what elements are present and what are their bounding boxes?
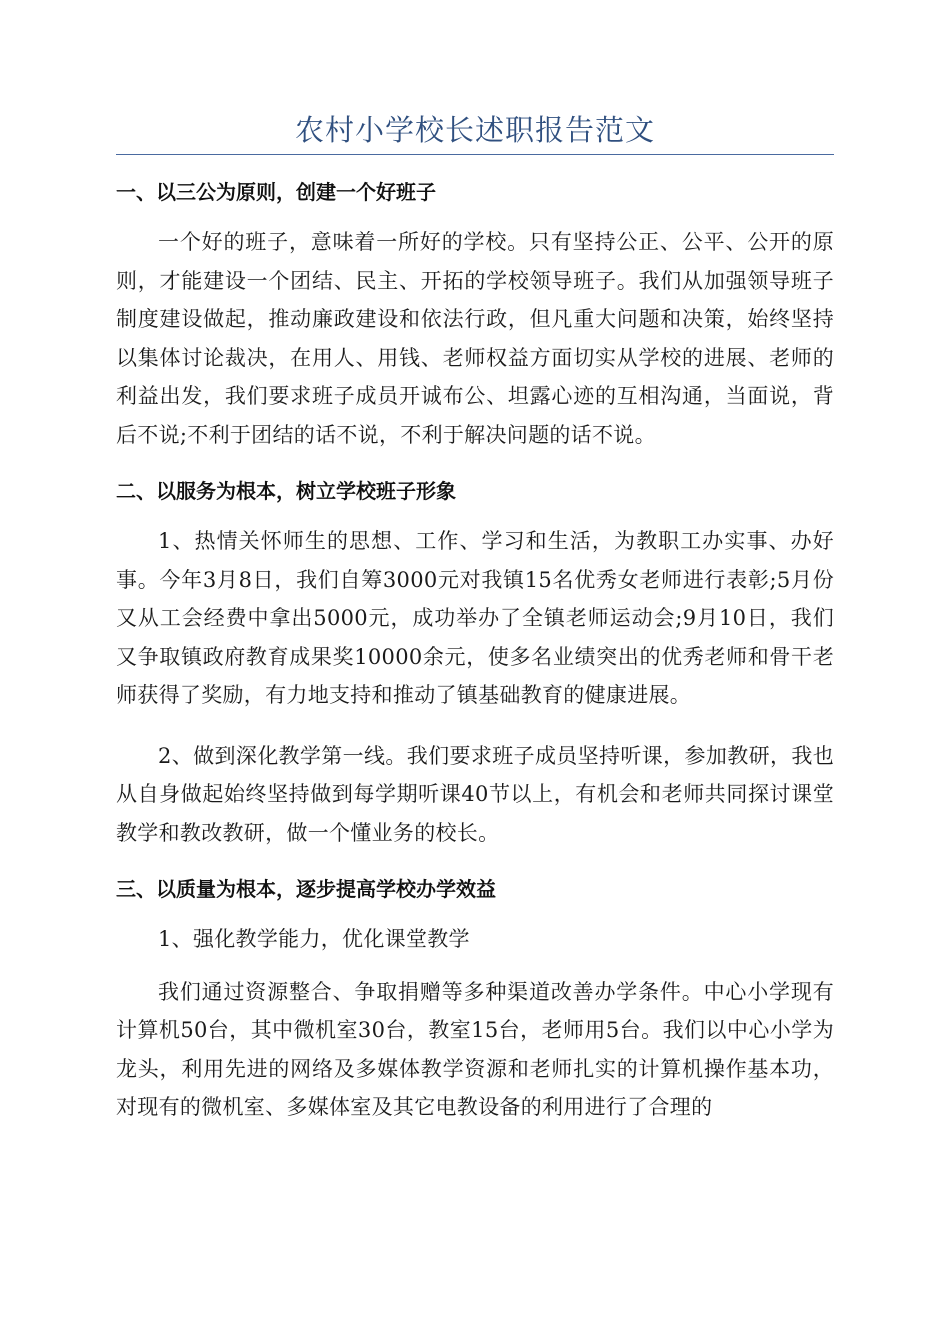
section-1: [116, 177, 834, 454]
paragraph: 2、做到深化教学第一线。我们要求班子成员坚持听课，参加教研，我也从自身做起始终坚持做到每学期听课40节以上，有机会和老师共同探讨课堂教学和教改教研，做一个懂业务的校长。: [116, 743, 834, 845]
paragraph: 1、强化教学能力，优化课堂教学: [158, 927, 470, 951]
paragraph: 我们通过资源整合、争取捐赠等多种渠道改善办学条件。中心小学现有计算机50台，其中微机室30台，教室15台，老师用5台。我们以中心小学为龙头，利用先进的网络及多媒体教学资源和老师扎实的计算机操作基本功，对现有的微机室、多媒体室及其它电教设备的利用进行了合理的: [116, 979, 834, 1119]
title-underline: [116, 154, 834, 155]
section-heading: 二、以服务为根本，树立学校班子形象: [116, 479, 456, 503]
paragraph: 一个好的班子，意味着一所好的学校。只有坚持公正、公平、公开的原则，才能建设一个团结、民主、开拓的学校领导班子。我们从加强领导班子制度建设做起，推动廉政建设和依法行政，但凡重大问题和决策，始终坚持以集体讨论裁决，在用人、用钱、老师权益方面切实从学校的进展、老师的利益出发，我们要求班子成员开诚布公、坦露心迹的互相沟通，当面说，背后不说;不利于团结的话不说，不利于解决问题的话不说。: [116, 230, 834, 447]
document-title: 农村小学校长述职报告范文: [294, 113, 655, 147]
paragraph: 1、热情关怀师生的思想、工作、学习和生活，为教职工办实事、办好事。今年3月8日，我们自筹3000元对我镇15名优秀女老师进行表彰;5月份又从工会经费中拿出5000元，成功举办了全镇老师运动会;9月10日，我们又争取镇政府教育成果奖10000余元，使多名业绩突出的优秀老师和骨干老师获得了奖励，有力地支持和推动了镇基础教育的健康进展。: [116, 529, 834, 707]
section-2: [116, 476, 834, 852]
document-page: [116, 108, 834, 1149]
section-heading: 一、以三公为原则，创建一个好班子: [116, 180, 436, 204]
section-heading: 三、以质量为根本，逐步提高学校办学效益: [116, 877, 496, 901]
section-3: [116, 874, 834, 1127]
